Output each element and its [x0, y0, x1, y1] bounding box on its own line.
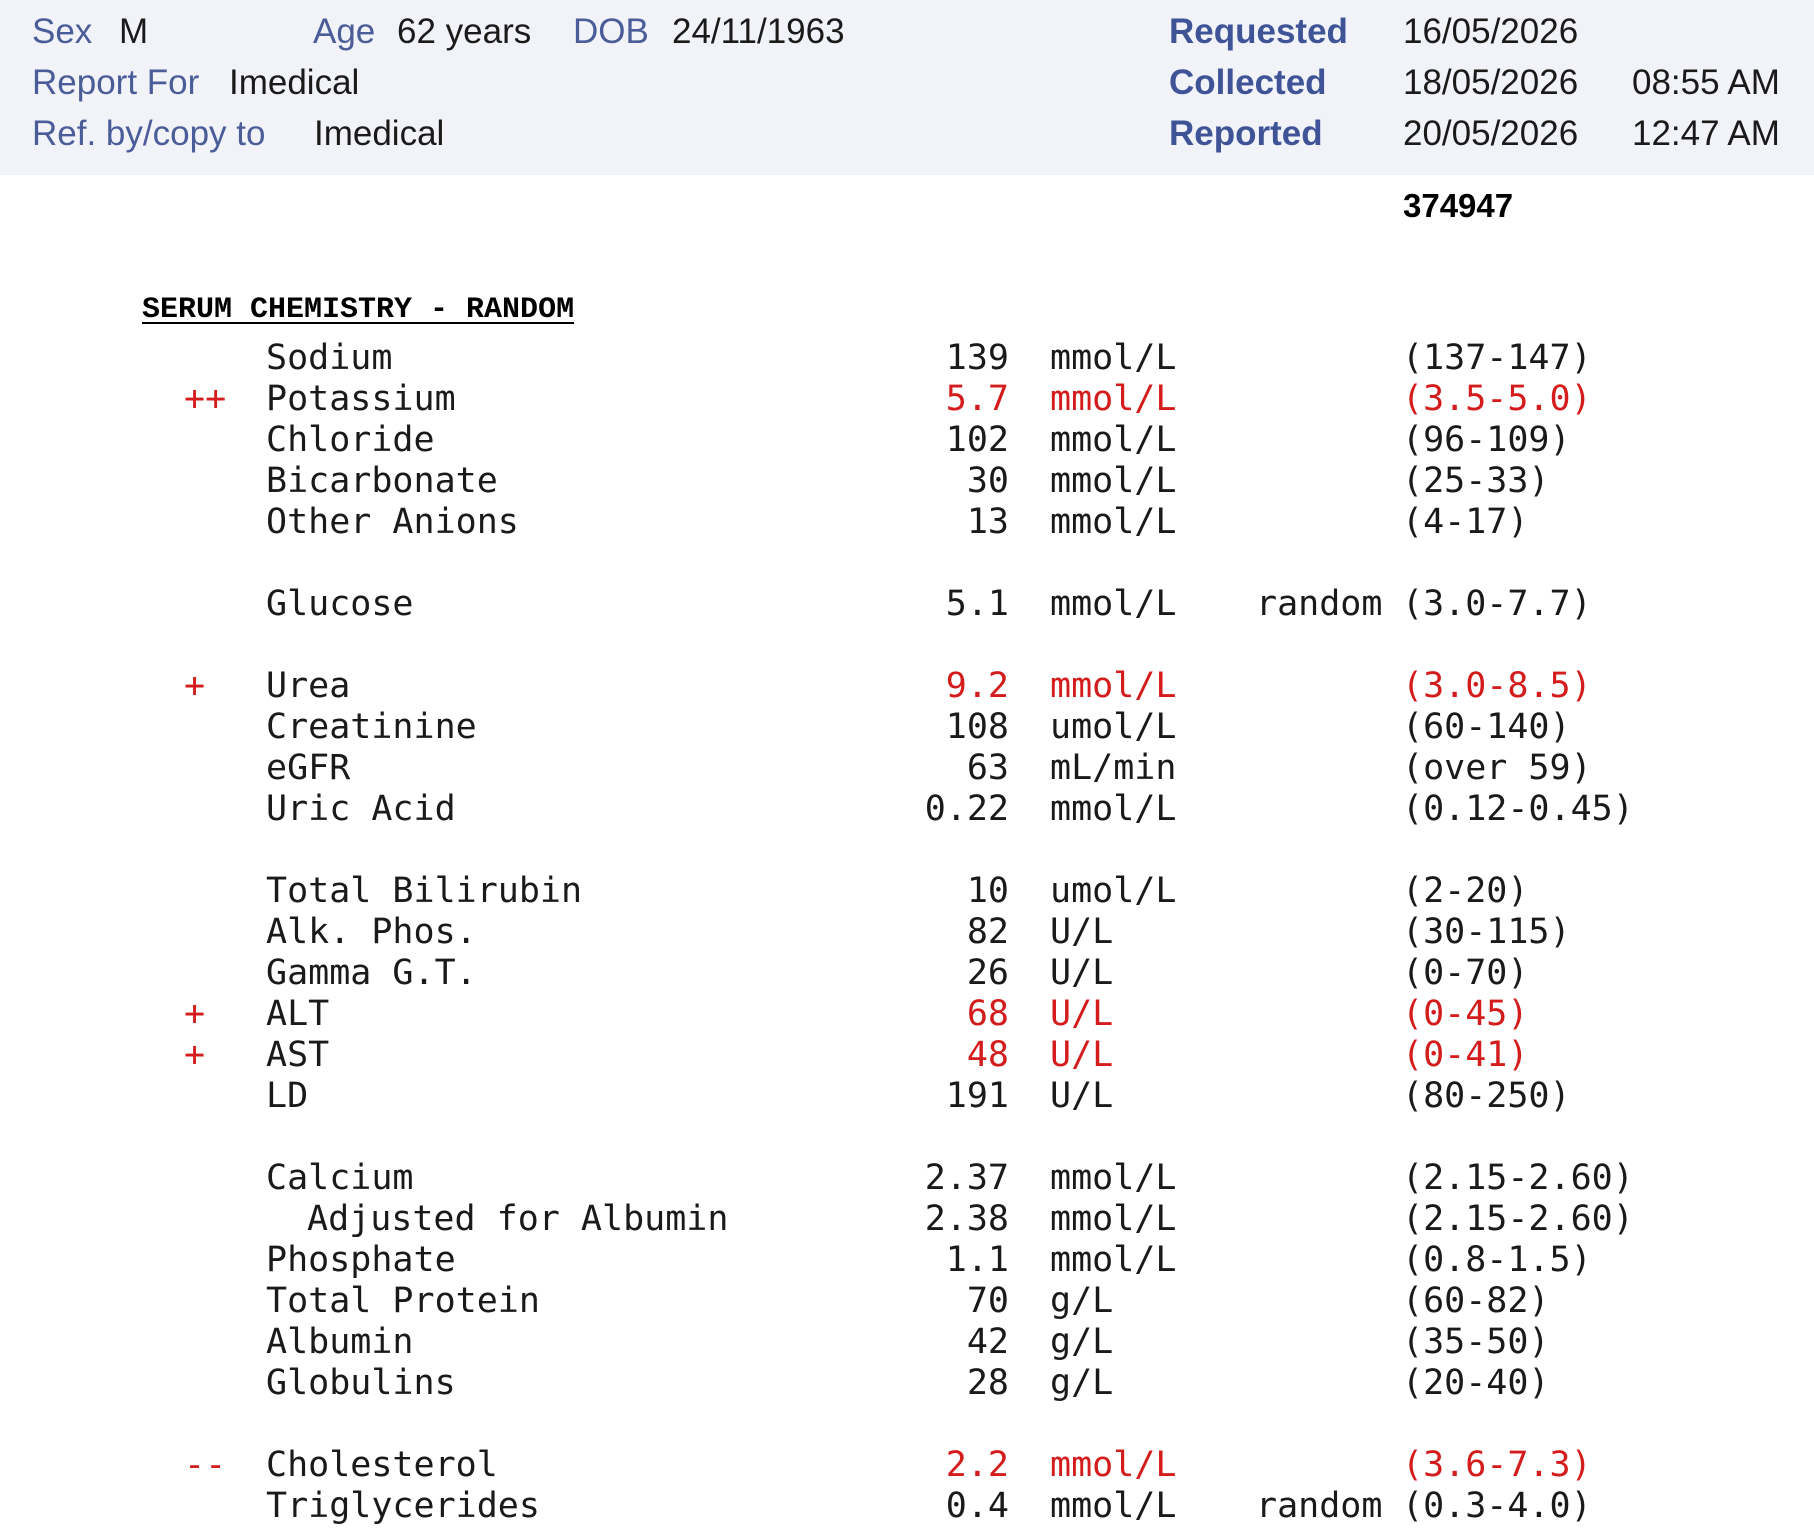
result-value: 63	[966, 748, 1009, 788]
age-label: Age	[313, 12, 376, 51]
result-test: Albumin	[266, 1322, 414, 1362]
result-value: 2.37	[924, 1158, 1009, 1198]
result-value: 0.22	[924, 789, 1009, 829]
result-unit: mmol/L	[1050, 461, 1177, 501]
report-for-label: Report For	[32, 63, 200, 102]
result-unit: mL/min	[1050, 748, 1177, 788]
result-test: Glucose	[266, 584, 414, 624]
result-value: 5.1	[945, 584, 1009, 624]
result-row	[0, 707, 1814, 748]
result-value: 2.2	[945, 1445, 1009, 1485]
result-unit: umol/L	[1050, 707, 1177, 747]
result-value: 0.4	[945, 1486, 1009, 1526]
result-value: 102	[945, 420, 1009, 460]
result-unit: mmol/L	[1050, 584, 1177, 624]
result-row	[0, 502, 1814, 543]
result-range: (0-45)	[1402, 994, 1529, 1034]
result-test: Other Anions	[266, 502, 519, 542]
result-range: (0.12-0.45)	[1402, 789, 1634, 829]
report-header	[0, 0, 1814, 175]
result-test: Chloride	[266, 420, 435, 460]
result-range: (0-41)	[1402, 1035, 1529, 1075]
dob-label: DOB	[573, 12, 649, 51]
result-range: (35-50)	[1402, 1322, 1550, 1362]
result-range: (3.0-7.7)	[1402, 584, 1592, 624]
result-unit: mmol/L	[1050, 1240, 1177, 1280]
result-unit: mmol/L	[1050, 666, 1177, 706]
result-row	[0, 1158, 1814, 1199]
result-test: Potassium	[266, 379, 456, 419]
result-flag: +	[184, 994, 206, 1034]
result-row	[0, 748, 1814, 789]
result-test: Sodium	[266, 338, 393, 378]
result-test: Urea	[266, 666, 351, 706]
result-test: Gamma G.T.	[266, 953, 477, 993]
result-test: Uric Acid	[266, 789, 456, 829]
result-value: 2.38	[924, 1199, 1009, 1239]
result-test: LD	[266, 1076, 309, 1116]
result-unit: U/L	[1050, 1035, 1114, 1075]
result-row	[0, 461, 1814, 502]
requested-date: 16/05/2026	[1403, 12, 1579, 51]
result-note: random	[1256, 1486, 1383, 1526]
result-value: 13	[966, 502, 1009, 542]
result-value: 139	[945, 338, 1009, 378]
result-value: 191	[945, 1076, 1009, 1116]
result-row	[0, 871, 1814, 912]
result-range: (3.0-8.5)	[1402, 666, 1592, 706]
result-range: (0.8-1.5)	[1402, 1240, 1592, 1280]
result-unit: mmol/L	[1050, 789, 1177, 829]
reported-date: 20/05/2026	[1403, 114, 1579, 153]
result-row	[0, 1199, 1814, 1240]
result-unit: g/L	[1050, 1281, 1114, 1321]
result-row	[0, 1322, 1814, 1363]
result-range: (60-140)	[1402, 707, 1571, 747]
result-test: Creatinine	[266, 707, 477, 747]
result-test: Total Protein	[266, 1281, 540, 1321]
age-value: 62 years	[397, 12, 532, 51]
result-range: (over 59)	[1402, 748, 1592, 788]
result-value: 10	[966, 871, 1009, 911]
result-range: (0.3-4.0)	[1402, 1486, 1592, 1526]
result-range: (4-17)	[1402, 502, 1529, 542]
result-test: eGFR	[266, 748, 351, 788]
result-row	[0, 1445, 1814, 1486]
result-unit: mmol/L	[1050, 502, 1177, 542]
result-value: 5.7	[945, 379, 1009, 419]
ref-label: Ref. by/copy to	[32, 114, 266, 153]
result-range: (137-147)	[1402, 338, 1592, 378]
result-test: Adjusted for Albumin	[307, 1199, 729, 1239]
request-number: 374947	[1403, 187, 1514, 224]
sex-label: Sex	[32, 12, 93, 51]
result-test: Triglycerides	[266, 1486, 540, 1526]
result-unit: U/L	[1050, 1076, 1114, 1116]
result-range: (2.15-2.60)	[1402, 1158, 1634, 1198]
result-row	[0, 789, 1814, 830]
result-range: (0-70)	[1402, 953, 1529, 993]
result-unit: U/L	[1050, 953, 1114, 993]
result-range: (2-20)	[1402, 871, 1529, 911]
ref-value: Imedical	[314, 114, 445, 153]
result-value: 9.2	[945, 666, 1009, 706]
result-row	[0, 1240, 1814, 1281]
result-test: Bicarbonate	[266, 461, 498, 501]
result-unit: umol/L	[1050, 871, 1177, 911]
result-test: Total Bilirubin	[266, 871, 583, 911]
result-value: 48	[966, 1035, 1009, 1075]
result-row	[0, 379, 1814, 420]
result-test: Globulins	[266, 1363, 456, 1403]
dob-value: 24/11/1963	[672, 12, 845, 51]
result-flag: ++	[184, 379, 227, 419]
result-range: (3.6-7.3)	[1402, 1445, 1592, 1485]
result-value: 68	[966, 994, 1009, 1034]
result-unit: g/L	[1050, 1363, 1114, 1403]
result-row	[0, 666, 1814, 707]
result-test: AST	[266, 1035, 330, 1075]
result-unit: U/L	[1050, 994, 1114, 1034]
result-row	[0, 1486, 1814, 1527]
result-row	[0, 994, 1814, 1035]
collected-date: 18/05/2026	[1403, 63, 1579, 102]
result-flag: +	[184, 1035, 206, 1075]
result-value: 30	[966, 461, 1009, 501]
requested-label: Requested	[1169, 12, 1348, 51]
result-unit: mmol/L	[1050, 1158, 1177, 1198]
result-unit: mmol/L	[1050, 338, 1177, 378]
result-row	[0, 1076, 1814, 1117]
result-range: (25-33)	[1402, 461, 1550, 501]
result-range: (20-40)	[1402, 1363, 1550, 1403]
result-value: 70	[966, 1281, 1009, 1321]
result-range: (96-109)	[1402, 420, 1571, 460]
collected-label: Collected	[1169, 63, 1327, 102]
result-row	[0, 420, 1814, 461]
sex-value: M	[119, 12, 149, 51]
result-range: (80-250)	[1402, 1076, 1571, 1116]
result-row	[0, 1035, 1814, 1076]
result-test: Calcium	[266, 1158, 414, 1198]
result-row	[0, 1363, 1814, 1404]
result-value: 28	[966, 1363, 1009, 1403]
result-value: 42	[966, 1322, 1009, 1362]
result-test: Phosphate	[266, 1240, 456, 1280]
result-row	[0, 912, 1814, 953]
result-unit: g/L	[1050, 1322, 1114, 1362]
result-range: (60-82)	[1402, 1281, 1550, 1321]
result-test: Alk. Phos.	[266, 912, 477, 952]
result-row	[0, 338, 1814, 379]
result-range: (2.15-2.60)	[1402, 1199, 1634, 1239]
result-row	[0, 584, 1814, 625]
result-row	[0, 1281, 1814, 1322]
result-unit: mmol/L	[1050, 420, 1177, 460]
result-range: (30-115)	[1402, 912, 1571, 952]
report-for-value: Imedical	[229, 63, 360, 102]
reported-label: Reported	[1169, 114, 1323, 153]
result-test: ALT	[266, 994, 330, 1034]
result-value: 108	[945, 707, 1009, 747]
result-unit: mmol/L	[1050, 1486, 1177, 1526]
result-value: 26	[966, 953, 1009, 993]
result-flag: --	[184, 1445, 227, 1485]
reported-time: 12:47 AM	[1632, 114, 1780, 153]
collected-time: 08:55 AM	[1632, 63, 1780, 102]
result-range: (3.5-5.0)	[1402, 379, 1592, 419]
result-test: Cholesterol	[266, 1445, 498, 1485]
result-note: random	[1256, 584, 1383, 624]
result-flag: +	[184, 666, 206, 706]
result-unit: mmol/L	[1050, 1445, 1177, 1485]
result-value: 82	[966, 912, 1009, 952]
result-unit: mmol/L	[1050, 379, 1177, 419]
result-unit: mmol/L	[1050, 1199, 1177, 1239]
result-row	[0, 953, 1814, 994]
section-title: SERUM CHEMISTRY - RANDOM	[142, 293, 575, 327]
result-value: 1.1	[945, 1240, 1009, 1280]
result-unit: U/L	[1050, 912, 1114, 952]
